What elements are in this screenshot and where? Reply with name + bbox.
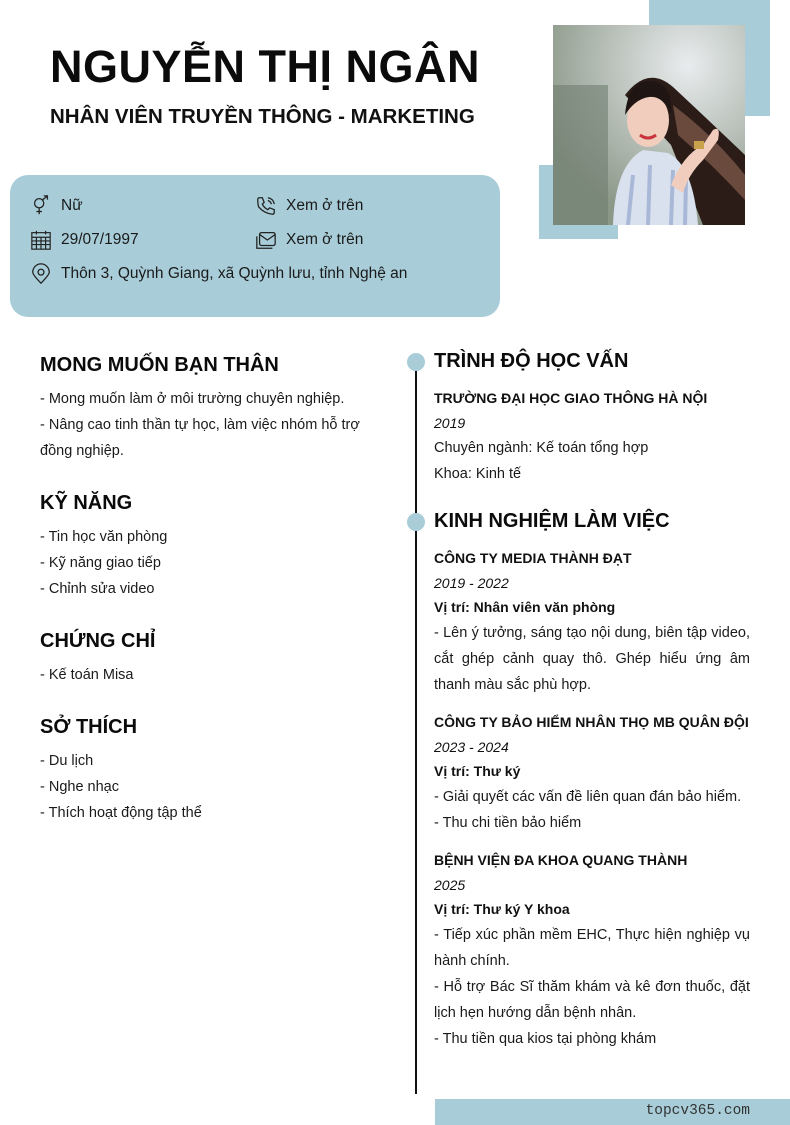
- left-column: [40, 350, 370, 850]
- hobby-item: - Du lịch: [40, 753, 94, 769]
- job-company: CÔNG TY MEDIA THÀNH ĐẠT: [434, 550, 632, 566]
- phone-icon: [255, 195, 277, 217]
- goal-item: - Mong muốn làm ở môi trường chuyên nghiệp.: [40, 391, 345, 407]
- section-heading-certificates: CHỨNG CHỈ: [40, 630, 156, 652]
- job-period: 2023 - 2024: [434, 739, 509, 755]
- gender-icon: [30, 195, 52, 217]
- candidate-name: NGUYỄN THỊ NGÂN: [50, 41, 481, 92]
- section-goals: [40, 350, 370, 464]
- job-entry: [434, 546, 750, 698]
- job-company: BỆNH VIỆN ĐA KHOA QUANG THÀNH: [434, 852, 688, 868]
- section-education: [434, 346, 750, 487]
- hobby-item: - Thích hoạt động tập thể: [40, 805, 202, 821]
- portrait-illustration: [553, 25, 745, 225]
- section-experience: [434, 506, 750, 1052]
- address-value: Thôn 3, Quỳnh Giang, xã Quỳnh lưu, tỉnh Nghệ an: [61, 265, 408, 282]
- contact-email: [255, 229, 363, 251]
- job-entry: [434, 848, 750, 1052]
- education-major: Chuyên ngành: Kế toán tổng hợp: [434, 440, 649, 456]
- contact-phone: [255, 195, 363, 217]
- birthday-value: 29/07/1997: [61, 231, 139, 248]
- section-skills: [40, 488, 370, 602]
- skill-item: - Chỉnh sửa video: [40, 581, 155, 597]
- education-year: 2019: [434, 415, 466, 431]
- section-heading-hobbies: SỞ THÍCH: [40, 716, 138, 738]
- section-heading-skills: KỸ NĂNG: [40, 492, 133, 514]
- footer-watermark: topcv365.com: [435, 1099, 790, 1125]
- job-period: 2019 - 2022: [434, 575, 509, 591]
- section-heading-education: TRÌNH ĐỘ HỌC VẤN: [434, 350, 629, 372]
- goal-item: - Nâng cao tinh thần tự học, làm việc nhóm hỗ trợ đồng nghiệp.: [40, 417, 360, 459]
- school-name: TRƯỜNG ĐẠI HỌC GIAO THÔNG HÀ NỘI: [434, 390, 708, 406]
- skill-item: - Tin học văn phòng: [40, 529, 168, 545]
- timeline-line: [415, 361, 417, 1094]
- job-role: Vị trí: Thư ký: [434, 763, 521, 779]
- location-pin-icon: [30, 263, 52, 285]
- job-detail: - Lên ý tưởng, sáng tạo nội dung, biên tập video, cắt ghép cảnh quay thô. Ghép hiểu ứng âm thanh màu sắc phù hợp.: [434, 625, 750, 693]
- skill-item: - Kỹ năng giao tiếp: [40, 555, 161, 571]
- contact-address: [30, 263, 407, 285]
- job-detail: - Tiếp xúc phần mềm EHC, Thực hiện nghiệp vụ hành chính.: [434, 927, 750, 969]
- section-heading-experience: KINH NGHIỆM LÀM VIỆC: [434, 510, 670, 532]
- job-title: NHÂN VIÊN TRUYỀN THÔNG - MARKETING: [50, 105, 475, 128]
- timeline-dot-experience: [407, 513, 425, 531]
- calendar-icon: [30, 229, 52, 251]
- job-role: Vị trí: Thư ký Y khoa: [434, 901, 570, 917]
- education-faculty: Khoa: Kinh tế: [434, 466, 522, 482]
- hobby-item: - Nghe nhạc: [40, 779, 119, 795]
- job-detail: - Thu tiền qua kios tại phòng khám: [434, 1031, 657, 1047]
- section-certificates: [40, 626, 370, 688]
- phone-value: Xem ở trên: [286, 197, 364, 214]
- email-value: Xem ở trên: [286, 231, 364, 248]
- job-entry: [434, 710, 750, 836]
- job-period: 2025: [434, 877, 466, 893]
- mail-icon: [255, 229, 277, 251]
- job-detail: - Thu chi tiền bảo hiểm: [434, 815, 582, 831]
- section-heading-goals: MONG MUỐN BẠN THÂN: [40, 354, 279, 376]
- contact-birthday: [30, 229, 139, 251]
- contact-info-panel: [10, 175, 500, 317]
- job-company: CÔNG TY BẢO HIỂM NHÂN THỌ MB QUÂN ĐỘI: [434, 714, 749, 730]
- job-detail: - Giải quyết các vấn đề liên quan đán bảo hiểm.: [434, 789, 742, 805]
- profile-photo: [553, 25, 745, 225]
- gender-value: Nữ: [61, 197, 83, 214]
- timeline-dot-education: [407, 353, 425, 371]
- contact-gender: [30, 195, 83, 217]
- job-detail: - Hỗ trợ Bác Sĩ thăm khám và kê đơn thuốc, đặt lịch hẹn hướng dẫn bệnh nhân.: [434, 979, 750, 1021]
- section-hobbies: [40, 712, 370, 826]
- job-role: Vị trí: Nhân viên văn phòng: [434, 599, 616, 615]
- certificate-item: - Kế toán Misa: [40, 667, 134, 683]
